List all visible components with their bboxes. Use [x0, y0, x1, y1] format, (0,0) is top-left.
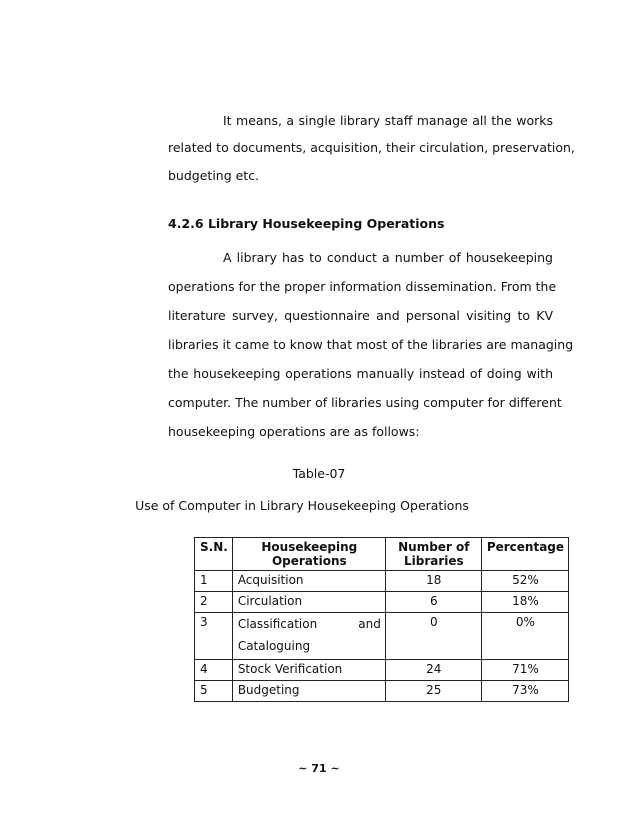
paragraph-line: A library has to conduct a number of housekeeping — [223, 250, 553, 265]
table-row — [195, 613, 569, 660]
cell-operation: Acquisition — [232, 571, 385, 592]
table-row — [195, 660, 569, 681]
cell-operation: Budgeting — [232, 681, 385, 702]
table-row — [195, 592, 569, 613]
paragraph-line: It means, a single library staff manage all the works — [223, 113, 553, 128]
header-operations-line1: Housekeeping — [261, 540, 358, 554]
paragraph-line: the housekeeping operations manually instead of doing with — [168, 366, 553, 381]
cell-number: 24 — [385, 660, 481, 681]
cell-percentage: 0% — [481, 613, 568, 660]
header-percentage: Percentage — [481, 538, 568, 571]
paragraph-line: housekeeping operations are as follows: — [168, 424, 420, 439]
paragraph-line: related to documents, acquisition, their circulation, preservation, — [168, 140, 575, 155]
header-number — [385, 538, 481, 571]
cell-operation: Circulation — [232, 592, 385, 613]
cell-number: 6 — [385, 592, 481, 613]
paragraph-line: literature survey, questionnaire and personal visiting to KV — [168, 308, 553, 323]
cell-sn: 2 — [195, 592, 233, 613]
cell-percentage: 52% — [481, 571, 568, 592]
header-sn: S.N. — [195, 538, 233, 571]
cell-sn: 3 — [195, 613, 233, 660]
cell-number: 0 — [385, 613, 481, 660]
cell-percentage: 71% — [481, 660, 568, 681]
table-row — [195, 571, 569, 592]
section-heading: 4.2.6 Library Housekeeping Operations — [168, 216, 445, 231]
cell-percentage: 18% — [481, 592, 568, 613]
housekeeping-table — [194, 537, 569, 702]
header-operations — [232, 538, 385, 571]
cell-operation-part: and — [358, 617, 381, 631]
page-number: ~ 71 ~ — [298, 762, 340, 775]
cell-operation-part: Cataloguing — [237, 639, 311, 653]
cell-sn: 4 — [195, 660, 233, 681]
table-number: Table-07 — [292, 466, 346, 481]
paragraph-line: operations for the proper information dissemination. From the — [168, 279, 557, 294]
header-operations-line2: Operations — [271, 554, 347, 568]
header-number-line2: Libraries — [403, 554, 464, 568]
cell-sn: 1 — [195, 571, 233, 592]
cell-sn: 5 — [195, 681, 233, 702]
cell-number: 25 — [385, 681, 481, 702]
paragraph-line: budgeting etc. — [168, 168, 260, 183]
intro-paragraph — [168, 111, 575, 183]
section-paragraph — [168, 248, 574, 439]
cell-operation — [232, 613, 385, 660]
cell-number: 18 — [385, 571, 481, 592]
cell-operation-part: Classification — [237, 617, 318, 631]
table-header-row — [195, 538, 569, 571]
paragraph-line: computer. The number of libraries using computer for different — [168, 395, 562, 410]
paragraph-line: libraries it came to know that most of the libraries are managing — [168, 337, 574, 352]
table-row — [195, 681, 569, 702]
header-number-line1: Number of — [398, 540, 470, 554]
cell-operation: Stock Verification — [232, 660, 385, 681]
table-title: Use of Computer in Library Housekeeping Operations — [135, 498, 469, 513]
cell-percentage: 73% — [481, 681, 568, 702]
